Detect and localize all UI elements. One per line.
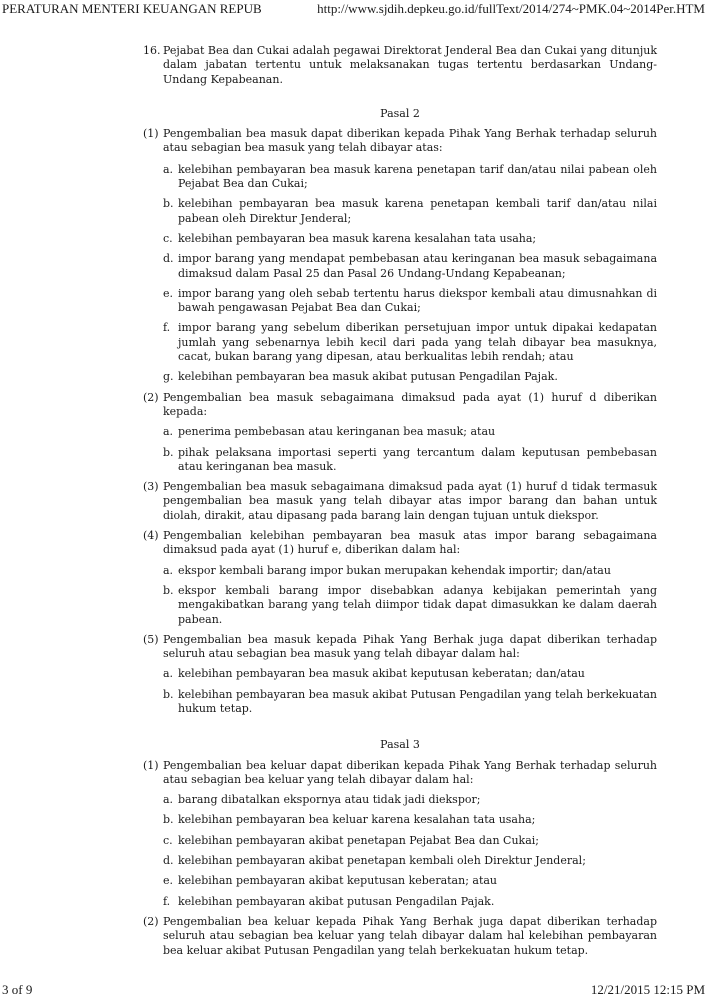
list-text: kelebihan pembayaran akibat penetapan Pejabat Bea dan Cukai; [178, 833, 539, 847]
list-item [163, 564, 657, 578]
list-letter: a. [163, 793, 174, 807]
list-item [163, 834, 657, 848]
ayat-text: Pengembalian bea keluar kepada Pihak Yang Berhak juga dapat diberikan terhadap seluruh atau sebagian bea keluar yang telah dibayar dalam hal kelebihan pembayaran bea keluar akibat Putusan Pengadilan yang telah berkekuatan hukum tetap. [163, 914, 657, 957]
ayat-number: (2) [143, 390, 159, 404]
list-text: penerima pembebasan atau keringanan bea masuk; atau [178, 425, 496, 439]
ayat-text: Pengembalian bea masuk dapat diberikan kepada Pihak Yang Berhak terhadap seluruh atau sebagian bea masuk yang telah dibayar atas: [163, 127, 657, 155]
list-text: kelebihan pembayaran bea masuk karena penetapan kembali tarif dan/atau nilai pabean oleh Direktur Jenderal; [178, 197, 657, 225]
list-letter: f. [163, 321, 171, 335]
header-url: http://www.sjdih.depkeu.go.id/fullText/2014/274~PMK.04~2014Per.HTM [317, 1, 705, 16]
list-letter: a. [163, 162, 174, 176]
browser-print-header [2, 0, 705, 18]
list-letter: b. [163, 813, 174, 827]
header-page-title: PERATURAN MENTERI KEUANGAN REPUB [2, 1, 262, 16]
ayat-text: Pengembalian bea masuk sebagaimana dimaksud pada ayat (1) huruf d tidak termasuk pengembalian bea masuk yang telah dibayar atas impor barang dan bahan untuk diolah, dirakit, atau dipasang pada barang lain dengan tujuan untuk diekspor. [163, 480, 657, 522]
list-item [163, 854, 657, 868]
pasal-3-heading: Pasal 3 [380, 738, 420, 752]
list-item [163, 667, 657, 681]
list-item [163, 793, 657, 807]
item-number: 16. [143, 44, 161, 57]
list-letter: c. [163, 833, 173, 847]
list-text: kelebihan pembayaran bea masuk karena kesalahan tata usaha; [178, 231, 537, 245]
list-text: impor barang yang sebelum diberikan persetujuan impor untuk dipakai kedapatan jumlah yang sebenarnya lebih kecil dari pada yang telah dibayar bea masuknya, cacat, bukan barang yang dipesan, atau berkualitas lebih rendah; atau [178, 321, 657, 364]
list-letter: a. [163, 425, 174, 439]
list-text: kelebihan pembayaran bea masuk akibat Putusan Pengadilan yang telah berkekuatan hukum tetap. [178, 687, 657, 715]
list-item [163, 813, 657, 827]
list-item [163, 874, 657, 888]
list-letter: a. [163, 667, 174, 681]
list-item [163, 688, 657, 717]
list-text: kelebihan pembayaran akibat penetapan kembali oleh Direktur Jenderal; [178, 854, 586, 868]
list-item [163, 321, 657, 364]
list-letter: g. [163, 370, 174, 384]
list-text: kelebihan pembayaran bea keluar karena kesalahan tata usaha; [178, 813, 536, 827]
ayat-text: Pengembalian bea keluar dapat diberikan kepada Pihak Yang Berhak terhadap seluruh atau sebagian bea keluar yang telah dibayar dalam hal: [163, 758, 657, 786]
ayat-text: Pengembalian kelebihan pembayaran bea masuk atas impor barang sebagaimana dimaksud pada ayat (1) huruf e, diberikan dalam hal: [163, 529, 657, 557]
list-item [163, 425, 657, 439]
list-item [163, 370, 657, 384]
list-text: kelebihan pembayaran bea masuk akibat keputusan keberatan; dan/atau [178, 667, 585, 681]
ayat-text: Pengembalian bea masuk kepada Pihak Yang Berhak juga dapat diberikan terhadap seluruh atau sebagian bea masuk yang telah dibayar dalam hal: [163, 632, 657, 661]
list-letter: b. [163, 583, 174, 597]
list-letter: b. [163, 445, 174, 459]
list-item [163, 252, 657, 281]
list-text: kelebihan pembayaran bea masuk akibat putusan Pengadilan Pajak. [178, 370, 558, 384]
list-item [163, 287, 657, 316]
list-text: pihak pelaksana importasi seperti yang tercantum dalam keputusan pembebasan atau keringanan bea masuk. [178, 445, 657, 473]
list-item [163, 446, 657, 475]
list-text: kelebihan pembayaran akibat keputusan keberatan; atau [178, 874, 498, 888]
pasal-2-heading: Pasal 2 [380, 106, 420, 120]
definition-item-16 [143, 44, 657, 87]
list-letter: e. [163, 874, 174, 888]
ayat-number: (2) [143, 914, 159, 928]
list-item [163, 163, 657, 192]
pasal-2-ayat-4 [143, 529, 657, 558]
footer-page-count: 3 of 9 [2, 982, 33, 997]
list-letter: c. [163, 231, 173, 245]
document-body [143, 44, 657, 958]
list-letter: d. [163, 854, 174, 868]
list-text: ekspor kembali barang impor disebabkan adanya kebijakan pemerintah yang mengakibatkan barang yang telah diimpor tidak dapat dimasukkan ke dalam daerah pabean. [178, 583, 657, 626]
ayat-number: (4) [143, 529, 159, 543]
pasal-2-ayat-3 [143, 480, 657, 523]
list-text: impor barang yang mendapat pembebasan atau keringanan bea masuk sebagaimana dimaksud dalam Pasal 25 dan Pasal 26 Undang-Undang Kepabeanan; [178, 252, 657, 280]
list-text: barang dibatalkan ekspornya atau tidak jadi diekspor; [178, 793, 481, 807]
ayat-number: (1) [143, 758, 159, 772]
pasal-2-ayat-5 [143, 633, 657, 662]
ayat-number: (3) [143, 480, 159, 494]
list-letter: a. [163, 563, 174, 577]
pasal-2-ayat-1 [143, 127, 657, 156]
list-text: ekspor kembali barang impor bukan merupakan kehendak importir; dan/atau [178, 563, 611, 577]
browser-print-footer [2, 982, 705, 1000]
list-text: kelebihan pembayaran bea masuk karena penetapan tarif dan/atau nilai pabean oleh Pejabat Bea dan Cukai; [178, 162, 657, 191]
list-item [163, 232, 657, 246]
list-letter: b. [163, 197, 174, 211]
list-letter: d. [163, 252, 174, 266]
list-item [163, 895, 657, 909]
list-item [163, 584, 657, 627]
list-text: impor barang yang oleh sebab tertentu harus diekspor kembali atau dimusnahkan di bawah pengawasan Pejabat Bea dan Cukai; [178, 286, 657, 315]
list-letter: b. [163, 687, 174, 701]
footer-datetime: 12/21/2015 12:15 PM [590, 982, 705, 997]
list-letter: e. [163, 286, 174, 300]
pasal-3-ayat-2 [143, 915, 657, 958]
ayat-number: (1) [143, 127, 159, 141]
list-letter: f. [163, 894, 171, 908]
ayat-text: Pengembalian bea masuk sebagaimana dimaksud pada ayat (1) huruf d diberikan kepada: [163, 390, 657, 418]
item-text: Pejabat Bea dan Cukai adalah pegawai Direktorat Jenderal Bea dan Cukai yang ditunjuk dalam jabatan tertentu untuk melaksanakan tugas tertentu berdasarkan Undang-Undang Kepabeanan. [163, 44, 657, 86]
ayat-number: (5) [143, 632, 159, 646]
pasal-2-ayat-2 [143, 391, 657, 420]
list-item [163, 197, 657, 226]
list-text: kelebihan pembayaran akibat putusan Pengadilan Pajak. [178, 894, 495, 908]
pasal-3-ayat-1 [143, 759, 657, 788]
